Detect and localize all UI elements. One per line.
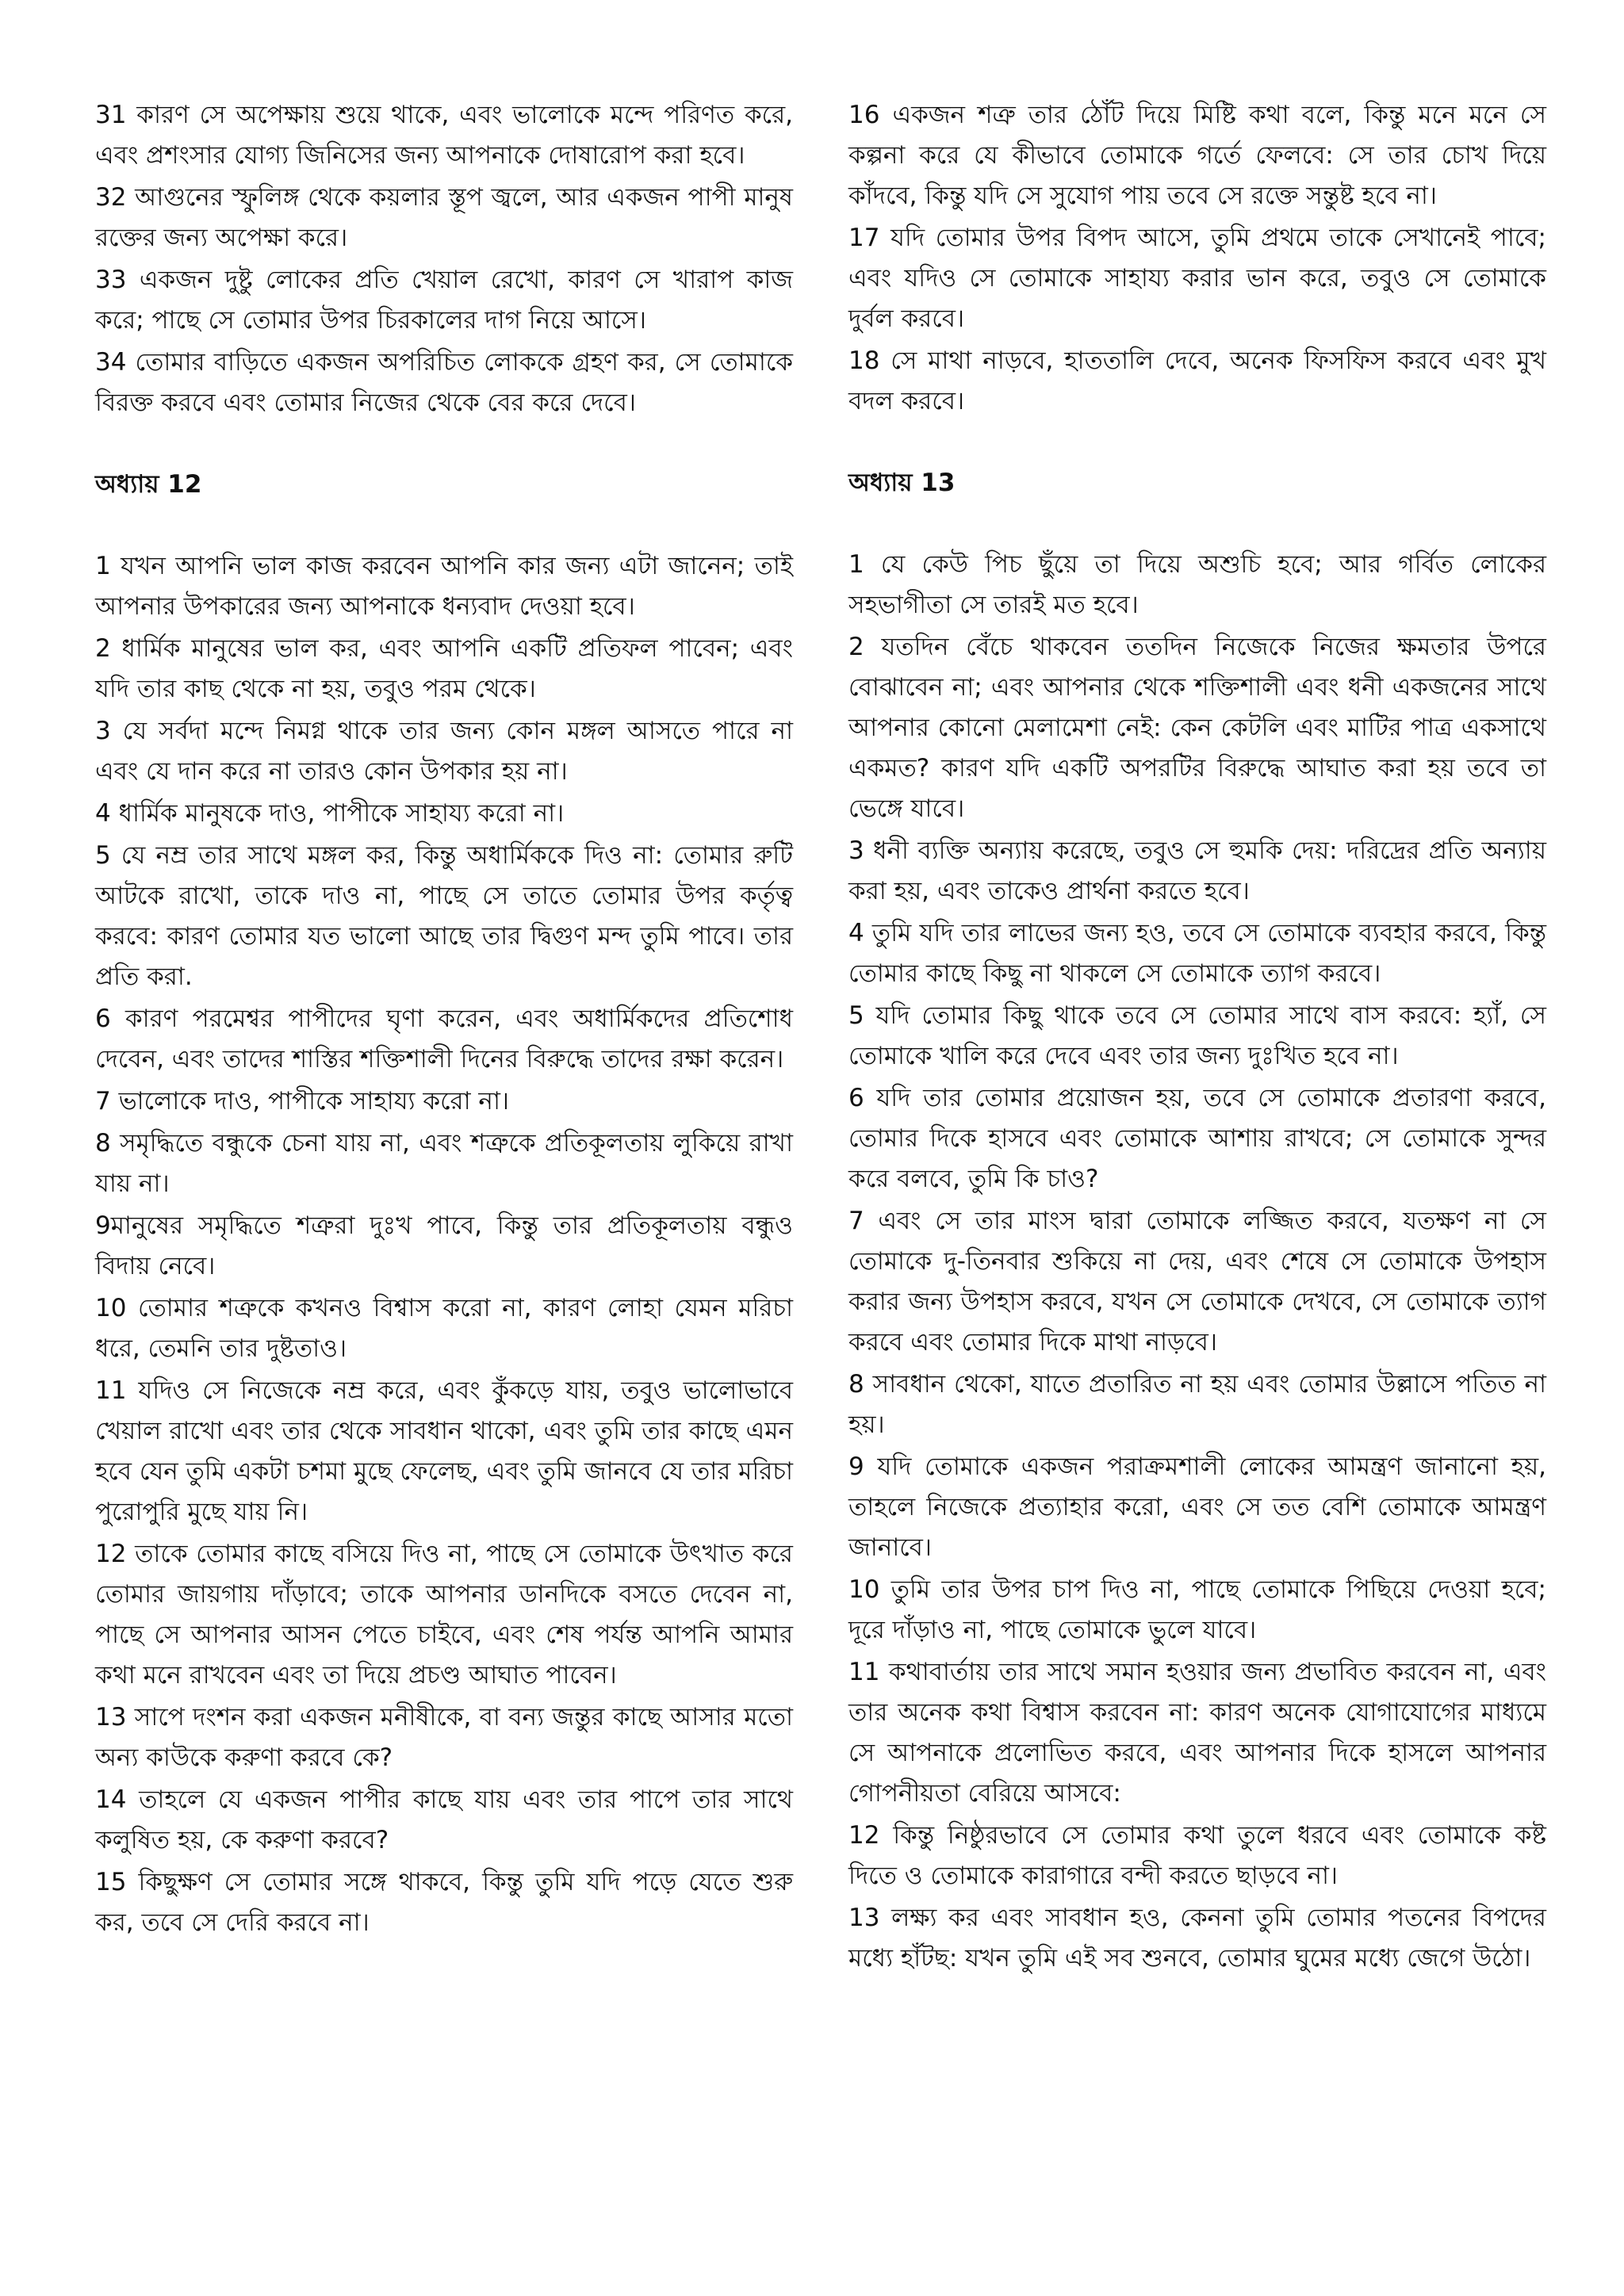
left-column xyxy=(95,95,793,1945)
verse: 6 কারণ পরমেশ্বর পাপীদের ঘৃণা করেন, এবং অধার্মিকদের প্রতিশোধ দেবেন, এবং তাদের শাস্তির শক্তিশালী দিনের বিরুদ্ধে তাদের রক্ষা করেন। xyxy=(95,1004,793,1073)
verse: 11 যদিও সে নিজেকে নম্র করে, এবং কুঁকড়ে যায়, তবুও ভালোভাবে খেয়াল রাখো এবং তার থেকে সাবধান থাকো, এবং তুমি তার কাছে এমন হবে যেন তুমি একটা চশমা মুছে ফেলেছ, এবং তুমি জানবে যে তার মরিচা পুরোপুরি মুছে যায় নি। xyxy=(95,1376,793,1526)
chapter-heading: অধ্যায় 13 xyxy=(848,469,956,497)
verse: 14 তাহলে যে একজন পাপীর কাছে যায় এবং তার পাপে তার সাথে কলুষিত হয়, কে করুণা করবে? xyxy=(95,1785,793,1854)
verse-list-top xyxy=(95,95,793,423)
verse: 11 কথাবার্তায় তার সাথে সমান হওয়ার জন্য প্রভাবিত করবেন না, এবং তার অনেক কথা বিশ্বাস করবেন না: কারণ অনেক যোগাযোগের মাধ্যমে সে আপনাকে প্রলোভিত করবে, এবং আপনার দিকে হাসলে আপনার গোপনীয়তা বেরিয়ে আসবে: xyxy=(848,1658,1546,1808)
verse: 13 লক্ষ্য কর এবং সাবধান হও, কেননা তুমি তোমার পতনের বিপদের মধ্যে হাঁটছ: যখন তুমি এই সব শুনবে, তোমার ঘুমের মধ্যে জেগে উঠো। xyxy=(848,1904,1546,1973)
verse: 7 এবং সে তার মাংস দ্বারা তোমাকে লজ্জিত করবে, যতক্ষণ না সে তোমাকে দু-তিনবার শুকিয়ে না দেয়, এবং শেষে সে তোমাকে উপহাস করার জন্য উপহাস করবে, যখন সে তোমাকে দেখবে, সে তোমাকে ত্যাগ করবে এবং তোমার দিকে মাথা নাড়বে। xyxy=(848,1207,1546,1357)
verse: 12 কিন্তু নিষ্ঠুরভাবে সে তোমার কথা তুলে ধরবে এবং তোমাকে কষ্ট দিতে ও তোমাকে কারাগারে বন্দী করতে ছাড়বে না। xyxy=(848,1821,1546,1890)
verse-list-chapter xyxy=(848,545,1546,1979)
verse: 33 একজন দুষ্টু লোকের প্রতি খেয়াল রেখো, কারণ সে খারাপ কাজ করে; পাছে সে তোমার উপর চিরকালের দাগ নিয়ে আসে। xyxy=(95,266,793,335)
verse: 12 তাকে তোমার কাছে বসিয়ে দিও না, পাছে সে তোমাকে উৎখাত করে তোমার জায়গায় দাঁড়াবে; তাকে আপনার ডানদিকে বসতে দেবেন না, পাছে সে আপনার আসন পেতে চাইবে, এবং শেষ পর্যন্ত আপনি আমার কথা মনে রাখবেন এবং তা দিয়ে প্রচণ্ড আঘাত পাবেন। xyxy=(95,1540,793,1689)
verse: 4 ধার্মিক মানুষকে দাও, পাপীকে সাহায্য করো না। xyxy=(95,799,565,828)
verse-list-chapter xyxy=(95,546,793,1943)
verse: 34 তোমার বাড়িতে একজন অপরিচিত লোককে গ্রহণ কর, সে তোমাকে বিরক্ত করবে এবং তোমার নিজের থেকে বের করে দেবে। xyxy=(95,348,793,417)
verse: 31 কারণ সে অপেক্ষায় শুয়ে থাকে, এবং ভালোকে মন্দে পরিণত করে, এবং প্রশংসার যোগ্য জিনিসের জন্য আপনাকে দোষারোপ করা হবে। xyxy=(95,101,793,170)
right-column xyxy=(848,95,1546,1980)
chapter-heading: অধ্যায় 12 xyxy=(95,470,202,499)
verse: 18 সে মাথা নাড়বে, হাততালি দেবে, অনেক ফিসফিস করবে এবং মুখ বদল করবে। xyxy=(848,346,1546,415)
verse: 32 আগুনের স্ফুলিঙ্গ থেকে কয়লার স্তূপ জ্বলে, আর একজন পাপী মানুষ রক্তের জন্য অপেক্ষা করে। xyxy=(95,183,793,252)
verse: 4 তুমি যদি তার লাভের জন্য হও, তবে সে তোমাকে ব্যবহার করবে, কিন্তু তোমার কাছে কিছু না থাকলে সে তোমাকে ত্যাগ করবে। xyxy=(848,919,1546,988)
verse: 17 যদি তোমার উপর বিপদ আসে, তুমি প্রথমে তাকে সেখানেই পাবে; এবং যদিও সে তোমাকে সাহায্য করার ভান করে, তবুও সে তোমাকে দুর্বল করবে। xyxy=(848,224,1546,333)
verse: 10 তোমার শত্রুকে কখনও বিশ্বাস করো না, কারণ লোহা যেমন মরিচা ধরে, তেমনি তার দুষ্টতাও। xyxy=(95,1294,793,1363)
verse: 1 যে কেউ পিচ ছুঁয়ে তা দিয়ে অশুচি হবে; আর গর্বিত লোকের সহভাগীতা সে তারই মত হবে। xyxy=(848,550,1546,619)
verse: 10 তুমি তার উপর চাপ দিও না, পাছে তোমাকে পিছিয়ে দেওয়া হবে; দূরে দাঁড়াও না, পাছে তোমাকে ভুলে যাবে। xyxy=(848,1575,1546,1644)
verse: 2 ধার্মিক মানুষের ভাল কর, এবং আপনি একটি প্রতিফল পাবেন; এবং যদি তার কাছ থেকে না হয়, তবুও পরম থেকে। xyxy=(95,634,793,703)
verse: 5 যে নম্র তার সাথে মঙ্গল কর, কিন্তু অধার্মিককে দিও না: তোমার রুটি আটকে রাখো, তাকে দাও না, পাছে সে তাতে তোমার উপর কর্তৃত্ব করবে: কারণ তোমার যত ভালো আছে তার দ্বিগুণ মন্দ তুমি পাবে। তার প্রতি করা. xyxy=(95,841,793,991)
verse: 3 যে সর্বদা মন্দে নিমগ্ন থাকে তার জন্য কোন মঙ্গল আসতে পারে না এবং যে দান করে না তারও কোন উপকার হয় না। xyxy=(95,717,793,786)
verse: 9মানুষের সমৃদ্ধিতে শত্রুরা দুঃখ পাবে, কিন্তু তার প্রতিকূলতায় বন্ধুও বিদায় নেবে। xyxy=(95,1211,793,1280)
verse: 7 ভালোকে দাও, পাপীকে সাহায্য করো না। xyxy=(95,1087,510,1115)
verse: 5 যদি তোমার কিছু থাকে তবে সে তোমার সাথে বাস করবে: হ্যাঁ, সে তোমাকে খালি করে দেবে এবং তার জন্য দুঃখিত হবে না। xyxy=(848,1001,1546,1070)
verse: 9 যদি তোমাকে একজন পরাক্রমশালী লোকের আমন্ত্রণ জানানো হয়, তাহলে নিজেকে প্রত্যাহার করো, এবং সে তত বেশি তোমাকে আমন্ত্রণ জানাবে। xyxy=(848,1452,1546,1562)
verse: 8 সমৃদ্ধিতে বন্ধুকে চেনা যায় না, এবং শত্রুকে প্রতিকূলতায় লুকিয়ে রাখা যায় না। xyxy=(95,1129,793,1198)
verse: 13 সাপে দংশন করা একজন মনীষীকে, বা বন্য জন্তুর কাছে আসার মতো অন্য কাউকে করুণা করবে কে? xyxy=(95,1703,793,1772)
verse: 6 যদি তার তোমার প্রয়োজন হয়, তবে সে তোমাকে প্রতারণা করবে, তোমার দিকে হাসবে এবং তোমাকে আশায় রাখবে; সে তোমাকে সুন্দর করে বলবে, তুমি কি চাও? xyxy=(848,1084,1546,1193)
verse: 15 কিছুক্ষণ সে তোমার সঙ্গে থাকবে, কিন্তু তুমি যদি পড়ে যেতে শুরু কর, তবে সে দেরি করবে না। xyxy=(95,1868,793,1937)
verse: 1 যখন আপনি ভাল কাজ করবেন আপনি কার জন্য এটা জানেন; তাই আপনার উপকারের জন্য আপনাকে ধন্যবাদ দেওয়া হবে। xyxy=(95,552,793,621)
verse: 2 যতদিন বেঁচে থাকবেন ততদিন নিজেকে নিজের ক্ষমতার উপরে বোঝাবেন না; এবং আপনার থেকে শক্তিশালী এবং ধনী একজনের সাথে আপনার কোনো মেলামেশা নেই: কেন কেটলি এবং মাটির পাত্র একসাথে একমত? কারণ যদি একটি অপরটির বিরুদ্ধে আঘাত করা হয় তবে তা ভেঙ্গে যাবে। xyxy=(848,633,1546,823)
verse-list-top xyxy=(848,95,1546,422)
verse: 8 সাবধান থেকো, যাতে প্রতারিত না হয় এবং তোমার উল্লাসে পতিত না হয়। xyxy=(848,1370,1546,1439)
verse: 16 একজন শত্রু তার ঠোঁট দিয়ে মিষ্টি কথা বলে, কিন্তু মনে মনে সে কল্পনা করে যে কীভাবে তোমাকে গর্তে ফেলবে: সে তার চোখ দিয়ে কাঁদবে, কিন্তু যদি সে সুযোগ পায় তবে সে রক্তে সন্তুষ্ট হবে না। xyxy=(848,101,1546,210)
verse: 3 ধনী ব্যক্তি অন্যায় করেছে, তবুও সে হুমকি দেয়: দরিদ্রের প্রতি অন্যায় করা হয়, এবং তাকেও প্রার্থনা করতে হবে। xyxy=(848,836,1546,905)
